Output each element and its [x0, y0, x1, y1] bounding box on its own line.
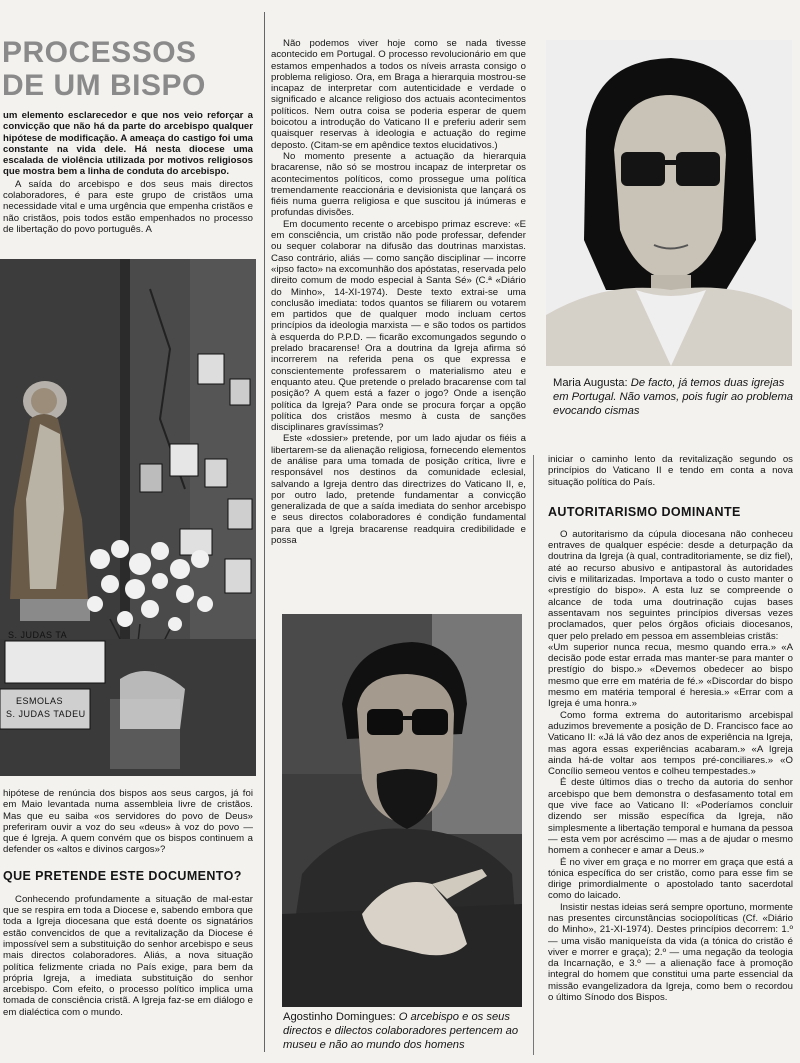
col1-paragraph-1: A saída do arcebispo e dos seus mais directos colaboradores, é para este grupo de cristãos uma necessidade vital e uma urgência que empenha cristãos e não cristãos, pois todos estão empenhados no processo de libertação do povo português. A — [3, 178, 253, 235]
col2-paragraph-1: Não podemos viver hoje como se nada tivesse acontecido em Portugal. O processo revolucionário em que estamos empenhados a todos os níveis arrasta consigo o problema religioso. Ora, em Braga a hierarquia mostrou-se incapaz de interpretar com autenticidade e verdade o significado e alcance religioso dos actuais acontecimentos políticos. Nem outra coisa se poderia esperar de quem boicotou a introdução do Vaticano II e preferiu aderir sem quaisquer reservas à ideologia e actuação do regime deposto. (Citam-se em apêndice textos elucidativos.) — [271, 38, 526, 151]
agostinho-caption-quote: O arcebispo e os seus directos e dilectos colaboradores pertencem ao museu e não ao mundo dos homens — [283, 1011, 519, 1051]
column-divider-2 — [533, 455, 534, 1055]
col2-text — [271, 38, 526, 546]
agostinho-caption — [283, 1010, 526, 1052]
col3-paragraph-0: iniciar o caminho lento da revitalização segundo os princípios do Vaticano II e tendo em conta a nova situação política do País. — [548, 454, 793, 488]
col1-heading: QUE PRETENDE ESTE DOCUMENTO? — [3, 868, 242, 883]
col1-paragraph-3: Conhecendo profundamente a situação de mal-estar que se respira em toda a Diocese e, sabendo embora que toda a Igreja diocesana que está doente os signatários estão convencidos de que a revitalização da Diocese é impossível sem a substituição do senhor arcebispo e seus mais directos colaboradores. Aliás, a nova situação política felizmente criada no País exige, para bem da própria Igreja, a imediata substituição do senhor arcebispo. Com efeito, o processo político implica uma tomada de consciência cristã. A Igreja faz-se em diálogo e em dialéctica com o mundo. — [3, 893, 253, 1018]
column-divider-1 — [264, 12, 265, 1052]
article-title — [2, 36, 252, 102]
statue-photo — [0, 259, 256, 776]
agostinho-photo — [282, 614, 522, 1007]
col2-paragraph-2: No momento presente a actuação da hierarquia bracarense, não só se mostrou incapaz de interpretar os acontecimentos políticos, como prossegue uma política tremendamente reaccionária e devisionista que lançará os fiéis numa guerra religiosa e que suscitou já inúmeras e profundas divisões. — [271, 150, 526, 219]
lead-paragraph: um elemento esclarecedor e que nos veio reforçar a convicção que não há da parte do arcebispo qualquer hipótese de modificação. A ameaça do castigo foi uma constante na vida dele. Há nesta diocese uma escalada de violência utilizada por motivos religiosos que mostra bem a linha de conduta do arcebispo. — [3, 110, 253, 178]
agostinho-portrait — [282, 614, 522, 1007]
maria-caption — [553, 376, 795, 418]
statue-sign-2: ESMOLAS — [16, 696, 64, 706]
col3-quotes: «Um superior nunca recua, mesmo quando erra.» «A decisão pode estar errada mas manter-se para manter o prestígio do bispo.» «Devemos obedecer ao bispo mesmo que erre em matéria de fé.» «Discordar do bispo mesmo em matéria temporal é heresia.» «Errar com a Igreja é uma honra.» — [548, 641, 793, 710]
title-line-2: DE UM BISPO — [2, 69, 206, 102]
col3-paragraph-4: É no viver em graça e no morrer em graça que está a tónica específica do ser cristão, como para esse fim se dirige primordialmente o apostolado tanto sacerdotal como do laicado. — [548, 856, 793, 902]
maria-photo — [546, 40, 792, 366]
lead-block — [3, 110, 253, 235]
maria-caption-quote: De facto, já temos duas igrejas em Portugal. Não vamos, pois fugir ao problema evocando cismas — [553, 377, 794, 417]
col3-paragraph-5: Insistir nestas ideias será sempre oportuno, mormente nas presentes circunstâncias sociopolíticas (Cf. «Diário do Minho», 21-XI-1974). Destes princípios decorrem: 1.º — uma visão maniqueísta da vida (a tónica do cristão é viver e morrer e graça); 2.º — uma negação da teologia da Incarnação, e 3.º — a alienação face à promoção integral do homem que constitui uma parte essencial da missão evangelizadora da Igreja, como bem o recordou o último Sínodo dos Bispos. — [548, 901, 793, 1004]
col3-paragraph-3: É deste últimos dias o trecho da autoria do senhor arcebispo que bem demonstra o desfasamento total em que vive face ao Vaticano II: «Poderíamos concluir dizendo ser missão específica da Igreja, não simplesmente a libertação temporal e humana da pessoa — esta vem por acréscimo — mas a de ajudar o mesmo homem a conhecer e amar a Deus.» — [548, 777, 793, 857]
col2-paragraph-4: Este «dossier» pretende, por um lado ajudar os fiéis a libertarem-se da alienação religiosa, fornecendo elementos de análise para uma tomada de posição crítica, livre e responsável nos destinos da comunidade eclesial, salvando a Igreja dentro das directrizes do Vaticano II, e, por outro lado, pretende fundamentar a convicção generalizada de que a saída imediata do senhor arcebispo e seus directos colaboradores é condição fundamental para que a Igreja bracarense readquira credibilidade e possa — [271, 433, 526, 547]
statue-sign-1: S. JUDAS TA — [8, 630, 68, 640]
col1-bottom — [3, 788, 253, 1018]
col3-paragraph-1: O autoritarismo da cúpula diocesana não conheceu entraves de qualquer espécie: desde a deturpação da doutrina da Igreja (à qual, contraditoriamente, se diz fiel), até ao recurso abusivo e antipastoral às autoridades civis e militarizadas. Importava a todo o custo manter o «prestígio do bispo». A esta luz se compreende o alcance de toda uma doutrinação cujas bases assentavam nos seguintes princípios diversas vezes proclamados, quer pelos órgãos oficiais diocesanos, quer pelo prelado em pessoa em assembleias cristãs: — [548, 528, 793, 642]
title-line-1: PROCESSOS — [2, 36, 197, 69]
col3-heading: AUTORITARISMO DOMINANTE — [548, 504, 741, 519]
col3-text — [548, 454, 793, 1003]
maria-portrait — [546, 40, 792, 366]
statue-sign-3: S. JUDAS TADEU — [6, 709, 86, 719]
col2-paragraph-3: Em documento recente o arcebispo primaz escreve: «E em consciência, um cristão não pode professar, defender ou sequer colaborar na difusão das doutrinas marxistas. Caso contrário, aliás — como sanção disciplinar — incorre «ipso facto» na excomunhão dos apóstatas, reservada pelo direito comum de modo especial à Santa Sé» (C.ª «Diário do Minho», 14-XI-1974). Deste texto extrai-se uma conclusão imediata: todos quantos se filiarem ou votarem em partidos que de qualquer modo incluam certos princípios da ideologia marxista — e são todos os partidos à esquerda do P.P.D. — ficarão excomungados segundo o prelado bracarense! Ora a doutrina da Igreja afirma só incorrerem na referida pena os que expressa e conscientemente professarem o materialismo ateu e enquanto ateu. Que pretende o prelado bracarense com tal posição? A quem está a fazer o jogo? Onde a isenção política da Igreja? Para onde se procura forçar a opção política dos cristãos mesmo à custa de sanções disciplinares gravíssimas? — [271, 218, 526, 434]
maria-caption-name: Maria Augusta: — [553, 377, 628, 389]
agostinho-caption-name: Agostinho Domingues: — [283, 1011, 396, 1023]
col1-paragraph-2: hipótese de renúncia dos bispos aos seus cargos, já foi em Maio levantada numa assembleia livre de cristãos. Mas que eu saiba «os servidores do povo de Deus» preferiram ouvir a voz do seu «deus» à voz do povo — que é Igreja. A quem convém que os bispos continuem a defender os «altos e divinos cargos»? — [3, 788, 253, 856]
col3-paragraph-2: Como forma extrema do autoritarismo arcebispal aduzimos brevemente a posição de D. Francisco face ao Vaticano II: «Já lá vão dez anos de experiência na Igreja, mas agora essas experiências acabaram.» «A Igreja ainda há-de voltar aos tempos pré-conciliares.» «O Concílio semeou ventos e colheu tempestades.» — [548, 709, 793, 778]
